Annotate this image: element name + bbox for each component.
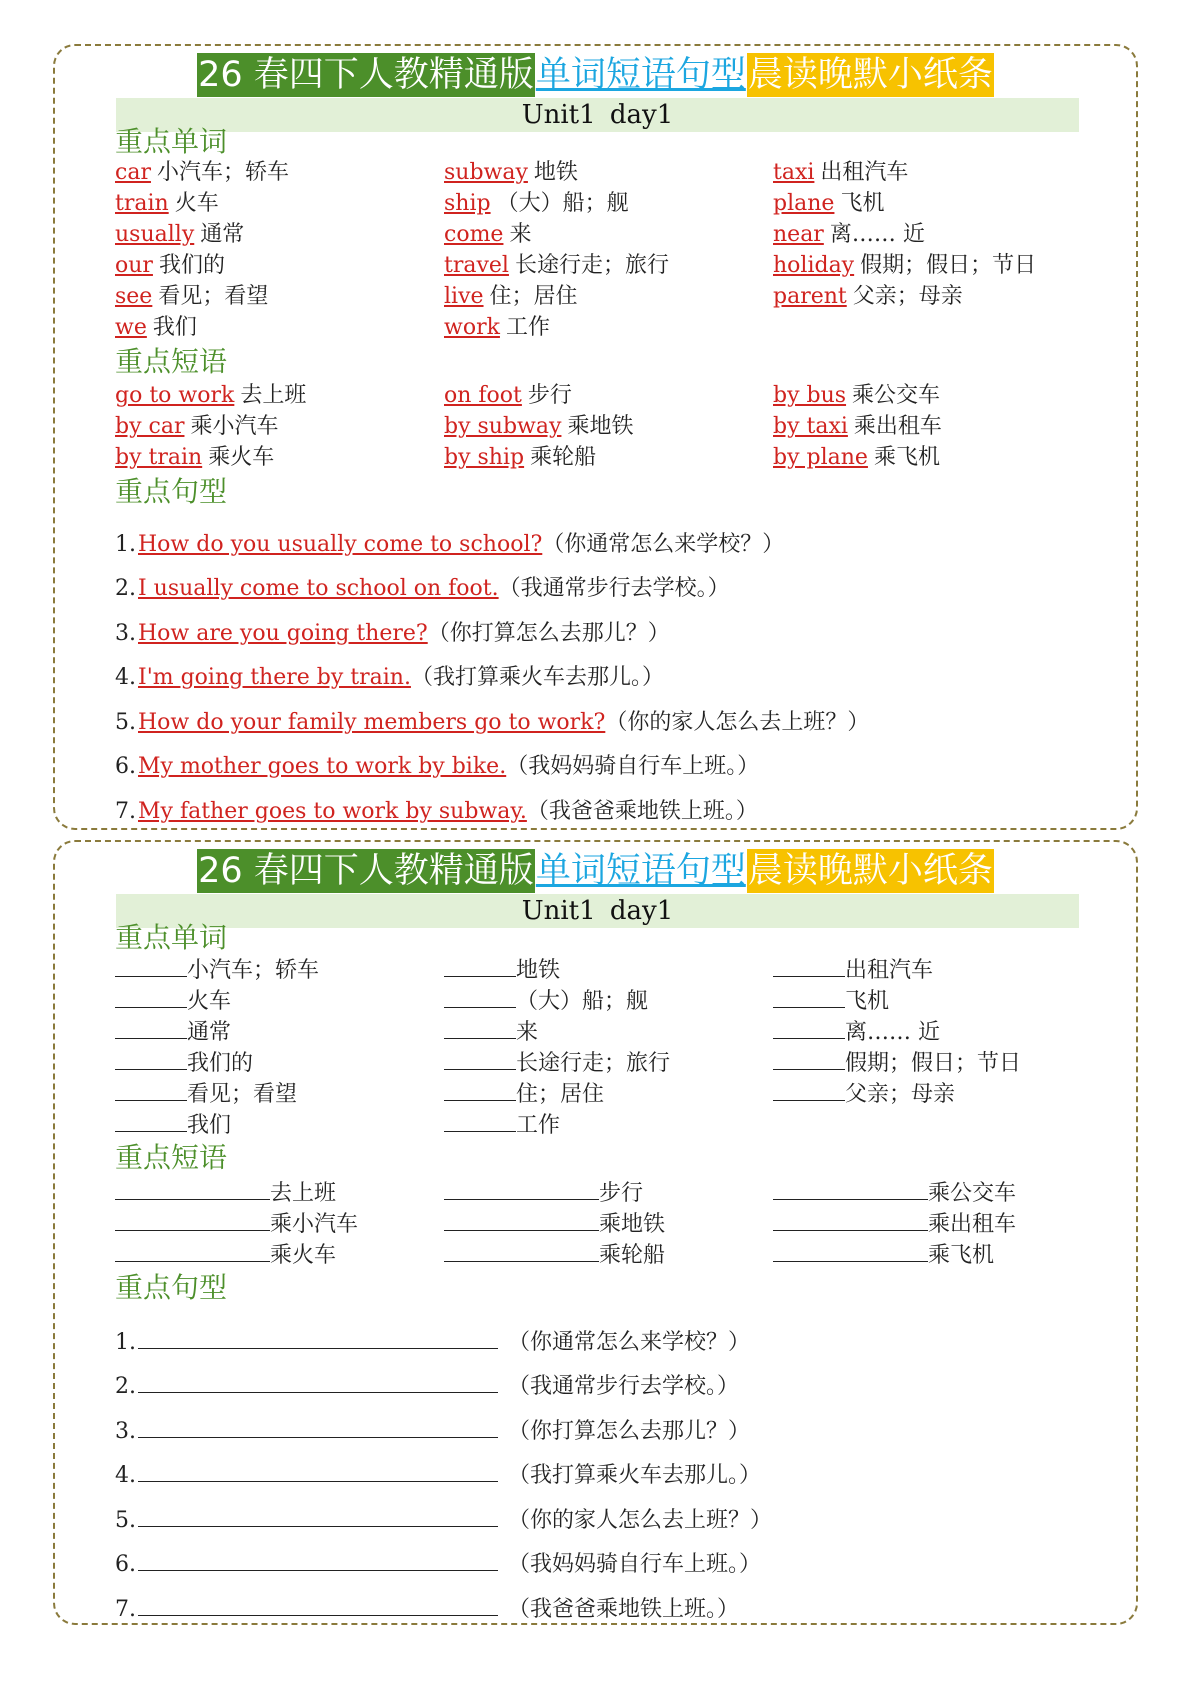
answer-card bbox=[53, 44, 1138, 830]
word-row bbox=[115, 189, 1105, 219]
word-item: near 离…… 近 bbox=[773, 222, 925, 247]
word-item: usually 通常 bbox=[115, 222, 245, 247]
word-blank-item[interactable]: 父亲；母亲 bbox=[773, 1078, 955, 1110]
word-row bbox=[115, 251, 1105, 281]
word-blank-item[interactable]: 火车 bbox=[115, 985, 231, 1017]
phrase-blank-item[interactable]: 乘地铁 bbox=[444, 1208, 665, 1240]
title-part-2: 单词短语句型 bbox=[535, 851, 746, 891]
word-row bbox=[115, 158, 1105, 188]
word-item: taxi 出租汽车 bbox=[773, 160, 909, 185]
section-phrases-heading: 重点短语 bbox=[115, 1141, 228, 1174]
card-title bbox=[55, 53, 1136, 97]
sentence-blank-item[interactable]: 1. （你通常怎么来学校？） bbox=[115, 1326, 750, 1358]
phrase-blank-item[interactable]: 去上班 bbox=[115, 1177, 336, 1209]
sentence-item: 6.My mother goes to work by bike.（我妈妈骑自行车上班。） bbox=[115, 754, 760, 779]
word-blank-item[interactable]: 来 bbox=[444, 1016, 538, 1048]
word-blank-item[interactable]: 我们 bbox=[115, 1109, 231, 1141]
section-words-heading: 重点单词 bbox=[115, 921, 228, 954]
phrase-row bbox=[115, 412, 1105, 442]
phrase-blank-item[interactable]: 乘轮船 bbox=[444, 1239, 665, 1271]
phrase-item: by car 乘小汽车 bbox=[115, 414, 279, 439]
word-item: train 火车 bbox=[115, 191, 219, 216]
word-blank-item[interactable]: 长途行走；旅行 bbox=[444, 1047, 670, 1079]
word-blank-item[interactable]: 假期；假日；节日 bbox=[773, 1047, 1021, 1079]
word-row bbox=[115, 282, 1105, 312]
word-item: come 来 bbox=[444, 222, 532, 247]
section-sentences-heading: 重点句型 bbox=[115, 475, 228, 508]
word-row bbox=[115, 313, 1105, 343]
word-blank-item[interactable]: 通常 bbox=[115, 1016, 231, 1048]
phrase-blank-item[interactable]: 乘小汽车 bbox=[115, 1208, 358, 1240]
word-blank-item[interactable]: 地铁 bbox=[444, 954, 560, 986]
sentence-item: 5.How do your family members go to work?（你的家人怎么去上班？） bbox=[115, 710, 870, 735]
phrase-item: on foot 步行 bbox=[444, 383, 572, 408]
word-blank-item[interactable]: 离…… 近 bbox=[773, 1016, 940, 1048]
word-item: we 我们 bbox=[115, 315, 197, 340]
word-row bbox=[115, 985, 1105, 1015]
section-sentences-heading: 重点句型 bbox=[115, 1271, 228, 1304]
phrase-blank-item[interactable]: 乘出租车 bbox=[773, 1208, 1016, 1240]
title-part-3: 晨读晚默小纸条 bbox=[747, 55, 993, 95]
word-item: travel 长途行走；旅行 bbox=[444, 253, 669, 278]
phrase-row bbox=[115, 1177, 1105, 1207]
word-item: ship （大）船；舰 bbox=[444, 191, 629, 216]
word-blank-item[interactable]: 工作 bbox=[444, 1109, 560, 1141]
title-part-2: 单词短语句型 bbox=[535, 55, 746, 95]
sentence-item: 7.My father goes to work by subway.（我爸爸乘地铁上班。） bbox=[115, 799, 758, 824]
sentence-item: 4.I'm going there by train.（我打算乘火车去那儿。） bbox=[115, 665, 664, 690]
word-row bbox=[115, 1016, 1105, 1046]
sentence-blank-item[interactable]: 5. （你的家人怎么去上班？） bbox=[115, 1504, 772, 1536]
title-part-3: 晨读晚默小纸条 bbox=[747, 851, 993, 891]
title-part-1: 26 春四下人教精通版 bbox=[198, 851, 534, 891]
practice-card bbox=[53, 840, 1138, 1625]
word-row bbox=[115, 954, 1105, 984]
word-item: see 看见；看望 bbox=[115, 284, 269, 309]
word-blank-item[interactable]: 出租汽车 bbox=[773, 954, 933, 986]
section-words-heading: 重点单词 bbox=[115, 125, 228, 158]
sentence-blank-item[interactable]: 2. （我通常步行去学校。） bbox=[115, 1370, 739, 1402]
sentence-blank-item[interactable]: 6. （我妈妈骑自行车上班。） bbox=[115, 1548, 761, 1580]
word-blank-item[interactable]: 看见；看望 bbox=[115, 1078, 297, 1110]
word-blank-item[interactable]: 住；居住 bbox=[444, 1078, 604, 1110]
word-blank-item[interactable]: （大）船；舰 bbox=[444, 985, 648, 1017]
word-item: holiday 假期；假日；节日 bbox=[773, 253, 1037, 278]
word-item: live 住；居住 bbox=[444, 284, 578, 309]
word-item: car 小汽车；轿车 bbox=[115, 160, 289, 185]
word-blank-item[interactable]: 飞机 bbox=[773, 985, 889, 1017]
phrase-item: by taxi 乘出租车 bbox=[773, 414, 942, 439]
word-row bbox=[115, 1047, 1105, 1077]
phrase-row bbox=[115, 381, 1105, 411]
phrase-row bbox=[115, 443, 1105, 473]
phrase-item: by subway 乘地铁 bbox=[444, 414, 634, 439]
sentence-blank-item[interactable]: 7. （我爸爸乘地铁上班。） bbox=[115, 1593, 739, 1625]
phrase-row bbox=[115, 1239, 1105, 1269]
word-item: our 我们的 bbox=[115, 253, 225, 278]
word-item: subway 地铁 bbox=[444, 160, 578, 185]
unit-bar: Unit1 day1 bbox=[116, 894, 1079, 928]
phrase-blank-item[interactable]: 乘火车 bbox=[115, 1239, 336, 1271]
phrase-item: by ship 乘轮船 bbox=[444, 445, 597, 470]
unit-bar: Unit1 day1 bbox=[116, 98, 1079, 132]
phrase-item: by plane 乘飞机 bbox=[773, 445, 940, 470]
title-part-1: 26 春四下人教精通版 bbox=[198, 55, 534, 95]
phrase-row bbox=[115, 1208, 1105, 1238]
phrase-blank-item[interactable]: 步行 bbox=[444, 1177, 643, 1209]
phrase-blank-item[interactable]: 乘飞机 bbox=[773, 1239, 994, 1271]
sentence-blank-item[interactable]: 3. （你打算怎么去那儿？） bbox=[115, 1415, 750, 1447]
phrase-item: by bus 乘公交车 bbox=[773, 383, 941, 408]
phrase-item: by train 乘火车 bbox=[115, 445, 275, 470]
sentence-item: 2.I usually come to school on foot.（我通常步行去学校。） bbox=[115, 576, 730, 601]
word-item: plane 飞机 bbox=[773, 191, 885, 216]
sentence-item: 1.How do you usually come to school?（你通常怎么来学校？） bbox=[115, 532, 785, 557]
word-row bbox=[115, 1109, 1105, 1139]
word-item: work 工作 bbox=[444, 315, 550, 340]
word-row bbox=[115, 1078, 1105, 1108]
word-item: parent 父亲；母亲 bbox=[773, 284, 963, 309]
sentence-item: 3.How are you going there?（你打算怎么去那儿？） bbox=[115, 621, 670, 646]
phrase-blank-item[interactable]: 乘公交车 bbox=[773, 1177, 1016, 1209]
word-row bbox=[115, 220, 1105, 250]
card-title bbox=[55, 849, 1136, 893]
section-phrases-heading: 重点短语 bbox=[115, 345, 228, 378]
phrase-item: go to work 去上班 bbox=[115, 383, 307, 408]
word-blank-item[interactable]: 我们的 bbox=[115, 1047, 253, 1079]
word-blank-item[interactable]: 小汽车；轿车 bbox=[115, 954, 319, 986]
sentence-blank-item[interactable]: 4. （我打算乘火车去那儿。） bbox=[115, 1459, 761, 1491]
